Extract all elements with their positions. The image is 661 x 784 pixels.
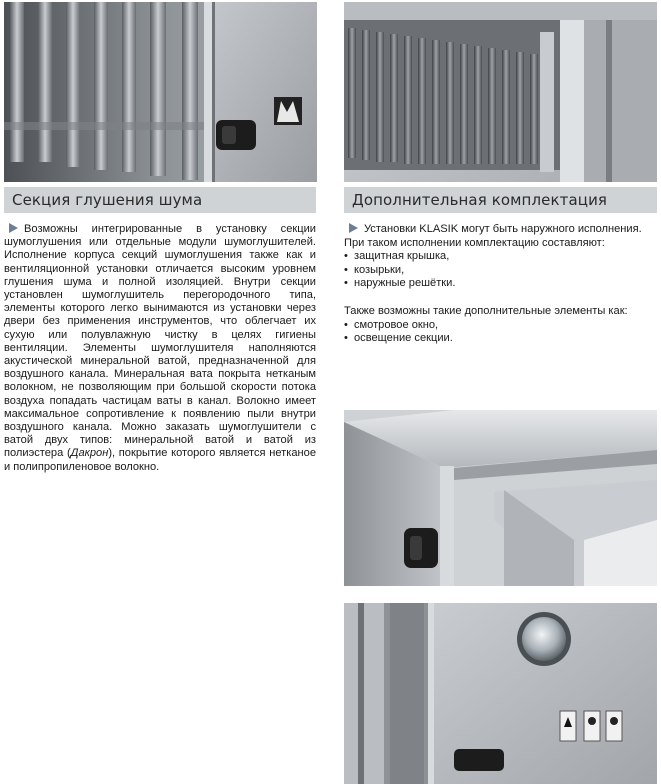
outdoor-grille-photo <box>344 2 657 182</box>
inspection-window-photo <box>344 603 657 784</box>
list-item: • освещение секции. <box>344 332 657 346</box>
play-arrow-icon <box>349 223 358 233</box>
silencer-text: Возможны интегрированные в установку секции шумоглушения или отдельные модули шумоглушителей. Исполнение корпуса секций шумоглушения также как и вентиляционной установки отличается высоким уровнем глушения шума и полной изоляцией. Внутри секции установлен шумоглушитель перегородочного типа, элементы которого легко вынимаются из установки через двери без применения инструментов, что облегчает их сухую или полувлажную чистку в целях гигиены вентиляции. Элементы шумоглушителя наполняются акустической минеральной ватой, предназначенной для воздушного канала. Минеральная вата покрыта нетканым волокном, не позволяющим при большой скорости потока воздуха попадать частицам ваты в канал. Волокно имеет максимальное сопротивление к появлению пыли внутри воздушного канала. Можно заказать шумоглушители с ватой двух типов: минеральной ватой и ватой из полиэстера ( <box>4 223 316 460</box>
accessories-intro3: Также возможны такие дополнительные элементы как: <box>344 304 628 317</box>
dacron-term: Дакрон <box>70 447 109 460</box>
protective-roof-photo <box>344 410 657 586</box>
accessories-title: Дополнительная комплектация <box>352 191 608 209</box>
outdoor-options-list <box>344 250 657 291</box>
list-item: • козырьки, <box>344 264 657 278</box>
accessories-heading <box>344 187 657 213</box>
silencer-section-photo <box>4 2 317 182</box>
list-item: • смотровое окно, <box>344 319 657 333</box>
accessories-intro-text: Установки KLASIK могут быть наружного исполнения. <box>364 223 642 235</box>
play-arrow-icon <box>9 223 18 233</box>
extra-options-list <box>344 319 657 346</box>
silencer-text-end: ), покрытие которого является нетканое и полипропиленовое волокно. <box>4 447 316 473</box>
silencer-description <box>4 223 316 474</box>
silencer-section-title: Секция глушения шума <box>12 191 203 209</box>
accessories-description <box>344 223 657 346</box>
accessories-intro <box>344 223 657 237</box>
list-item: • наружные решётки. <box>344 277 657 291</box>
list-item: • защитная крышка, <box>344 250 657 264</box>
silencer-section-heading <box>4 187 316 213</box>
accessories-intro2: При таком исполнении комплектацию составляют: <box>344 236 605 249</box>
